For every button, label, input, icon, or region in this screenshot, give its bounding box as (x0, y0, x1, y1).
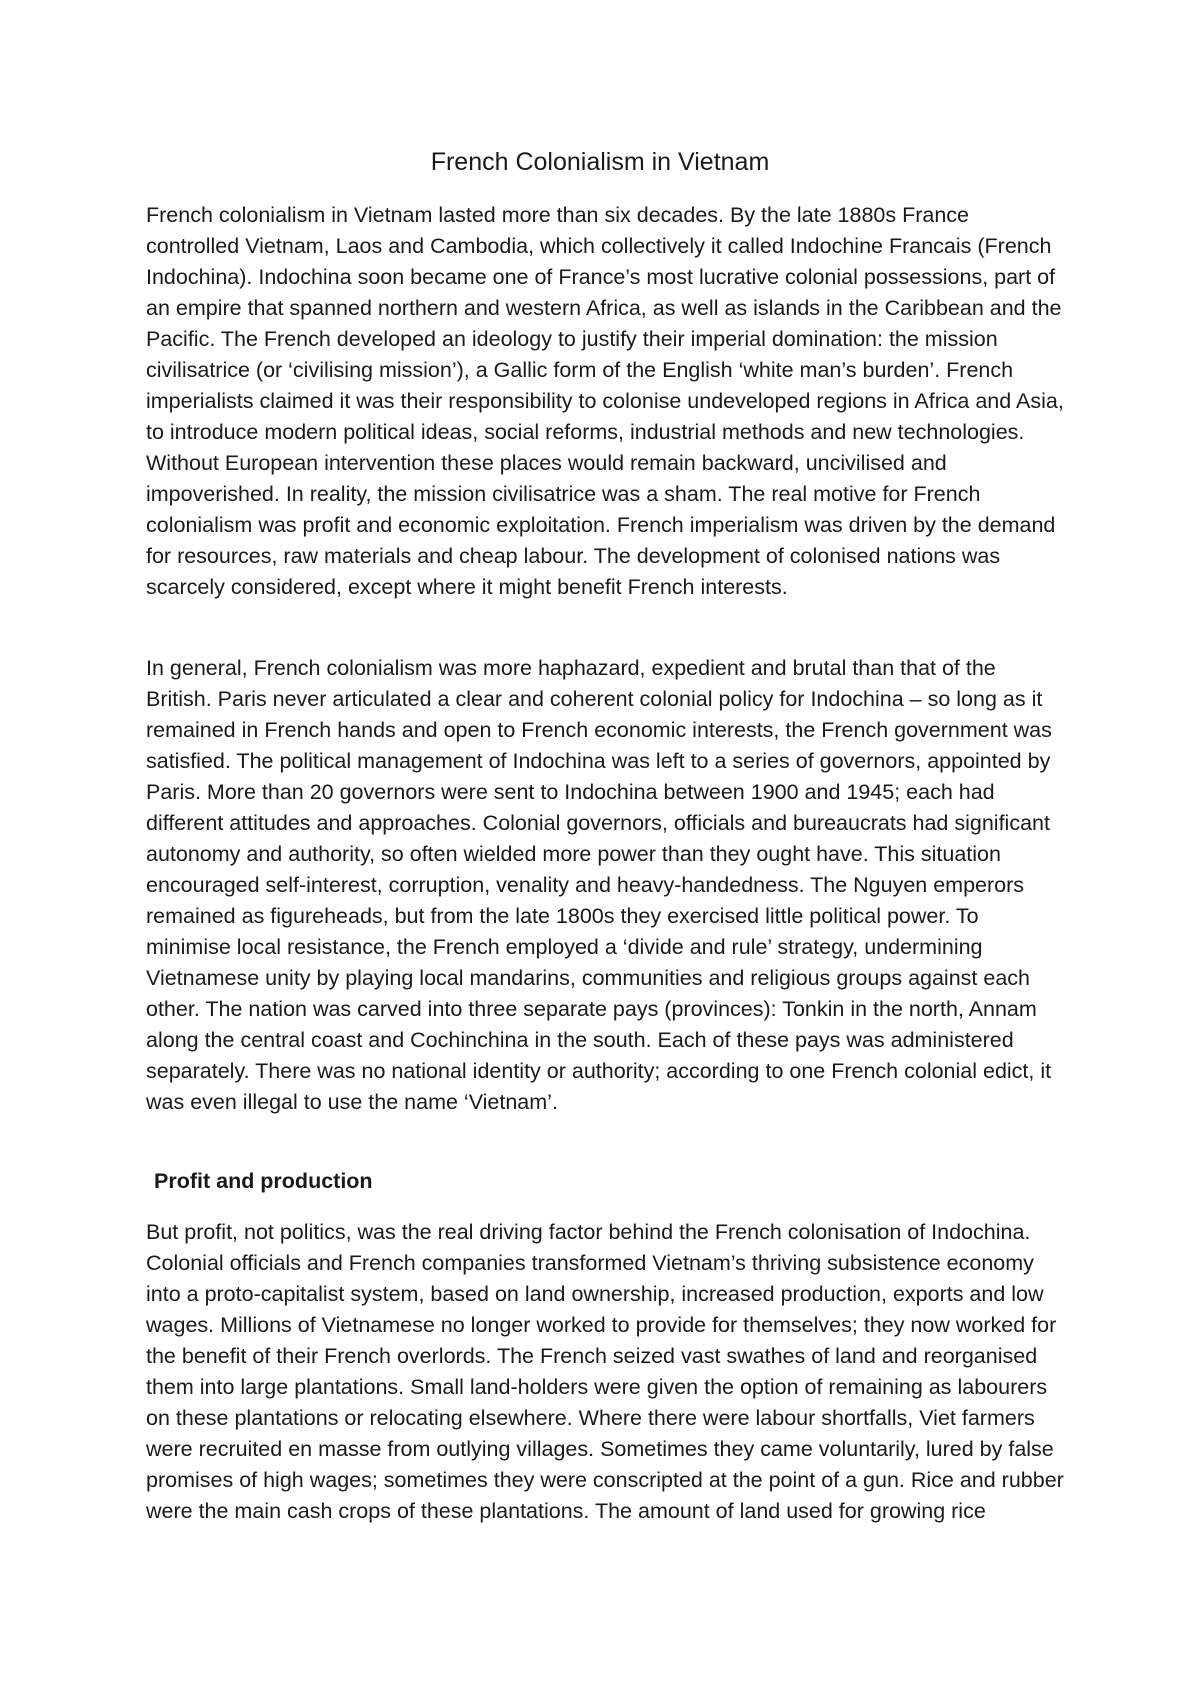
paragraph-profit: But profit, not politics, was the real driving factor behind the French colonisation of Indochina. Colonial officials and French companies transformed Vietnam’s thriving subsistence economy into a proto-capitalist system, based on land ownership, increased production, exports and low wages. Millions of Vietnamese no longer worked to provide for themselves; they now worked for the benefit of their French overlords. The French seized vast swathes of land and reorganised them into large plantations. Small land-holders were given the option of remaining as labourers on these plantations or relocating elsewhere. Where there were labour shortfalls, Viet farmers were recruited en masse from outlying villages. Sometimes they came voluntarily, lured by false promises of high wages; sometimes they were conscripted at the point of a gun. Rice and rubber were the main cash crops of these plantations. The amount of land used for growing rice (146, 1220, 1064, 1523)
paragraph-intro: French colonialism in Vietnam lasted more than six decades. By the late 1880s France controlled Vietnam, Laos and Cambodia, which collectively it called Indochine Francais (French Indochina). Indochina soon became one of France’s most lucrative colonial possessions, part of an empire that spanned northern and western Africa, as well as islands in the Caribbean and the Pacific. The French developed an ideology to justify their imperial domination: the mission civilisatrice (or ‘civilising mission’), a Gallic form of the English ‘white man’s burden’. French imperialists claimed it was their responsibility to colonise undeveloped regions in Africa and Asia, to introduce modern political ideas, social reforms, industrial methods and new technologies. Without European intervention these places would remain backward, uncivilised and impoverished. In reality, the mission civilisatrice was a sham. The real motive for French colonialism was profit and economic exploitation. French imperialism was driven by the demand for resources, raw materials and cheap labour. The development of colonised nations was scarcely considered, except where it might benefit French interests. (146, 203, 1064, 599)
document-title: French Colonialism in Vietnam (430, 148, 770, 176)
section-heading: Profit and production (154, 1169, 373, 1193)
paragraph-governance: In general, French colonialism was more haphazard, expedient and brutal than that of the British. Paris never articulated a clear and coherent colonial policy for Indochina – so long as it remained in French hands and open to French economic interests, the French government was satisfied. The political management of Indochina was left to a series of governors, appointed by Paris. More than 20 governors were sent to Indochina between 1900 and 1945; each had different attitudes and approaches. Colonial governors, officials and bureaucrats had significant autonomy and authority, so often wielded more power than they ought have. This situation encouraged self-interest, corruption, venality and heavy-handedness. The Nguyen emperors remained as figureheads, but from the late 1800s they exercised little political power. To minimise local resistance, the French employed a ‘divide and rule’ strategy, undermining Vietnamese unity by playing local mandarins, communities and religious groups against each other. The nation was carved into three separate pays (provinces): Tonkin in the north, Annam along the central coast and Cochinchina in the south. Each of these pays was administered separately. There was no national identity or authority; according to one French colonial edict, it was even illegal to use the name ‘Vietnam’. (146, 656, 1052, 1114)
